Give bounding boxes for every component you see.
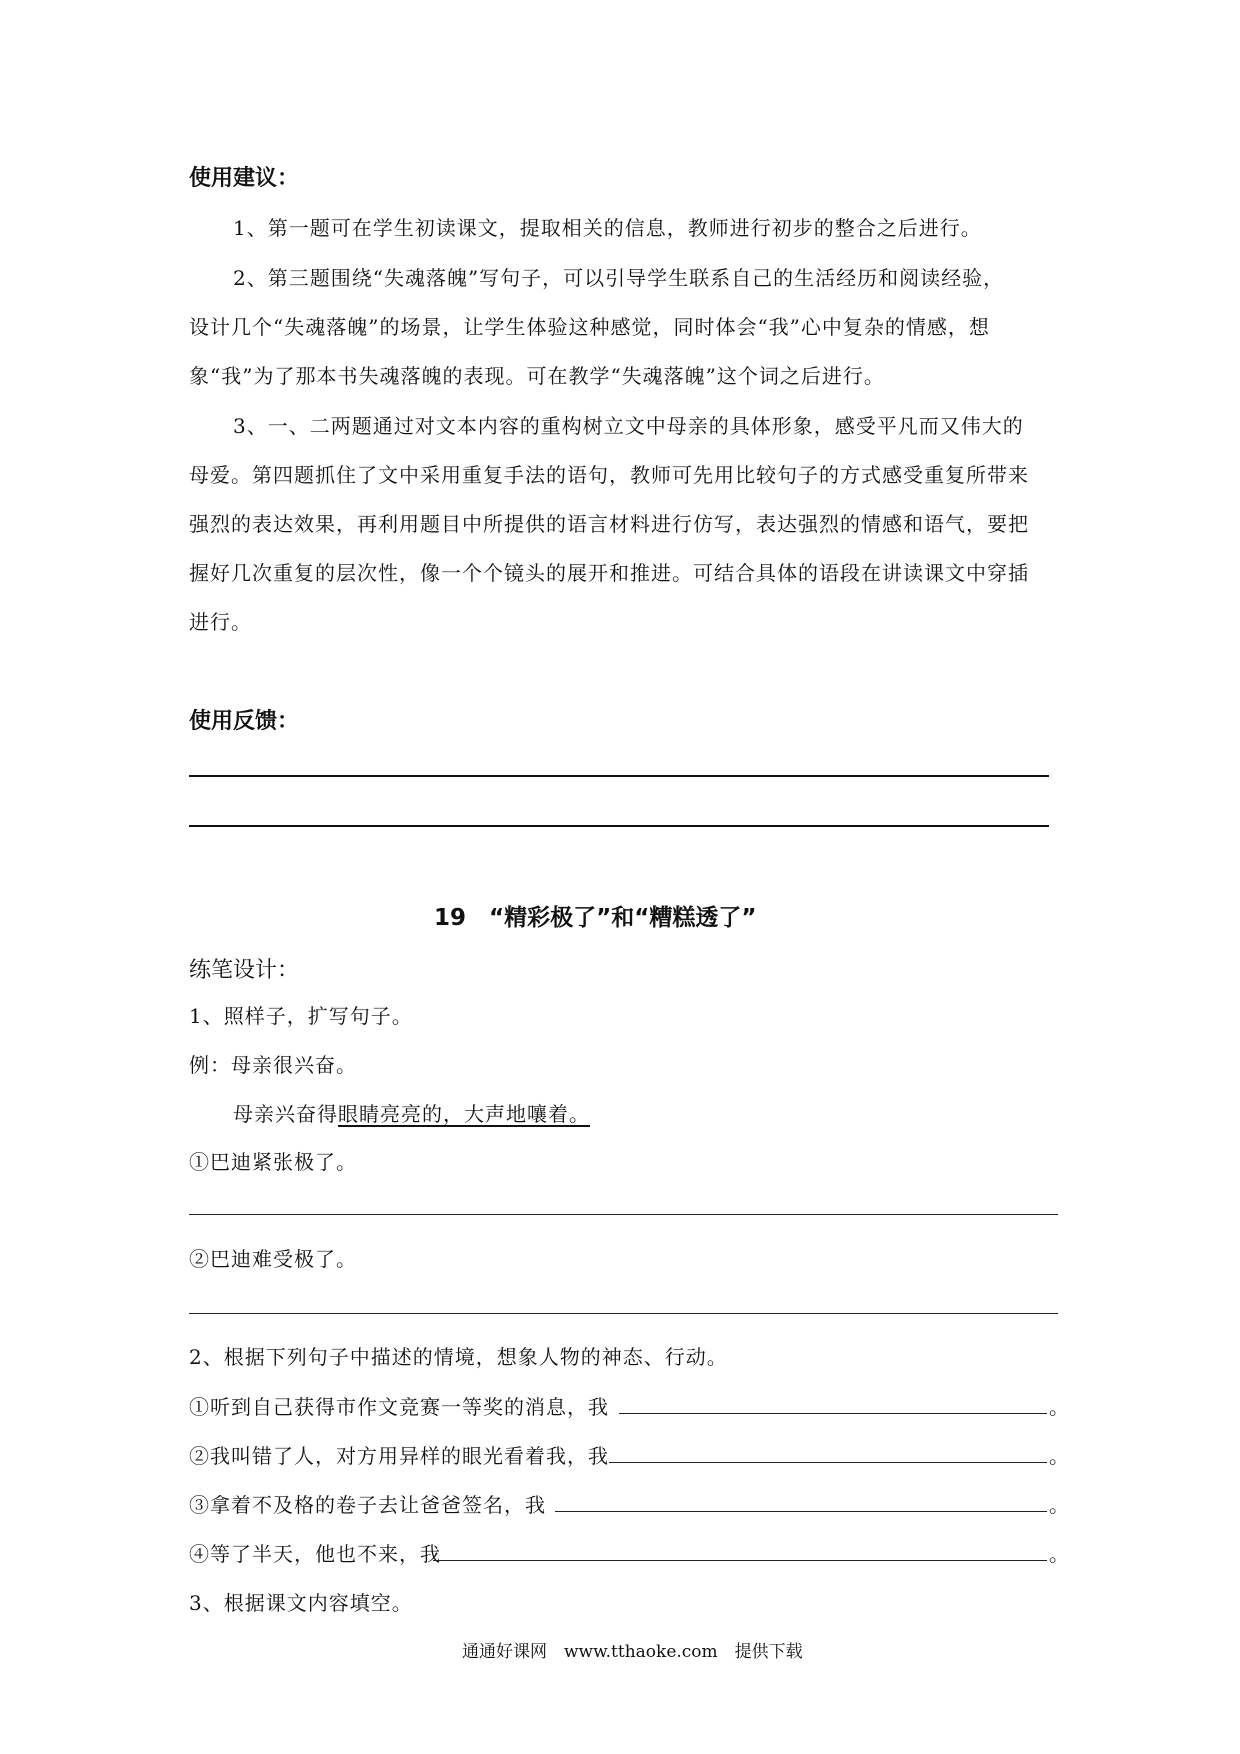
q2-item-2-blank[interactable]	[609, 1462, 1047, 1463]
q2-item-1-end: 。	[1049, 1395, 1070, 1419]
example-underlined: 眼睛亮亮的，大声地嚷着。	[338, 1102, 590, 1126]
suggestion-line-2: 2、第三题围绕“失魂落魄”写句子，可以引导学生联系自己的生活经历和阅读经验，	[233, 266, 1005, 290]
q1-answer-line-1[interactable]	[189, 1214, 1058, 1215]
suggestion-line-5: 3、一、二两题通过对文本内容的重构树立文中母亲的具体形象，感受平凡而又伟大的	[233, 414, 1024, 438]
q2-item-2-text: ②我叫错了人，对方用异样的眼光看着我，我	[189, 1444, 609, 1468]
example-plain: 母亲兴奋得	[233, 1102, 338, 1126]
feedback-heading: 使用反馈：	[189, 709, 300, 734]
suggestion-line-6: 母爱。第四题抓住了文中采用重复手法的语句，教师可先用比较句子的方式感受重复所带来	[189, 463, 1029, 487]
q1-prompt: 1、照样子，扩写句子。	[189, 1004, 413, 1028]
suggestion-line-4: 象“我”为了那本书失魂落魄的表现。可在教学“失魂落魄”这个词之后进行。	[189, 364, 885, 388]
q1-answer-line-2[interactable]	[189, 1313, 1058, 1314]
q1-example-answer	[233, 1098, 590, 1127]
q3-prompt: 3、根据课文内容填空。	[189, 1591, 413, 1615]
suggestion-line-9: 进行。	[189, 610, 252, 634]
suggestion-line-3: 设计几个“失魂落魄”的场景，让学生体验这种感觉，同时体会“我”心中复杂的情感，想	[189, 315, 990, 339]
q2-item-2-end: 。	[1049, 1444, 1070, 1468]
q2-item-3-end: 。	[1049, 1493, 1070, 1517]
suggestion-heading: 使用建议：	[189, 166, 300, 191]
q2-item-3-blank[interactable]	[555, 1511, 1047, 1512]
q2-item-4-blank[interactable]	[433, 1560, 1047, 1561]
feedback-line-1	[189, 775, 1049, 777]
q2-item-4-end: 。	[1049, 1542, 1070, 1566]
q1-example-label: 例：母亲很兴奋。	[189, 1053, 357, 1077]
q2-item-1-text: ①听到自己获得市作文竞赛一等奖的消息，我	[189, 1395, 609, 1419]
suggestion-line-7: 强烈的表达效果，再利用题目中所提供的语言材料进行仿写，表达强烈的情感和语气，要把	[189, 512, 1029, 536]
lesson-title: 19 “精彩极了”和“糟糕透了”	[434, 905, 757, 931]
suggestion-line-1: 1、第一题可在学生初读课文，提取相关的信息，教师进行初步的整合之后进行。	[233, 216, 982, 240]
q2-item-1-blank[interactable]	[619, 1413, 1047, 1414]
design-heading: 练笔设计：	[189, 958, 300, 983]
q1-item-1: ①巴迪紧张极了。	[189, 1150, 357, 1174]
feedback-line-2	[189, 825, 1049, 827]
q1-item-2: ②巴迪难受极了。	[189, 1247, 357, 1271]
page-footer: 通通好课网 www.tthaoke.com 提供下载	[462, 1642, 803, 1662]
q2-item-4-text: ④等了半天，他也不来，我	[189, 1542, 441, 1566]
suggestion-line-8: 握好几次重复的层次性，像一个个镜头的展开和推进。可结合具体的语段在讲读课文中穿插	[189, 561, 1029, 585]
q2-prompt: 2、根据下列句子中描述的情境，想象人物的神态、行动。	[189, 1345, 728, 1369]
q2-item-3-text: ③拿着不及格的卷子去让爸爸签名，我	[189, 1493, 546, 1517]
